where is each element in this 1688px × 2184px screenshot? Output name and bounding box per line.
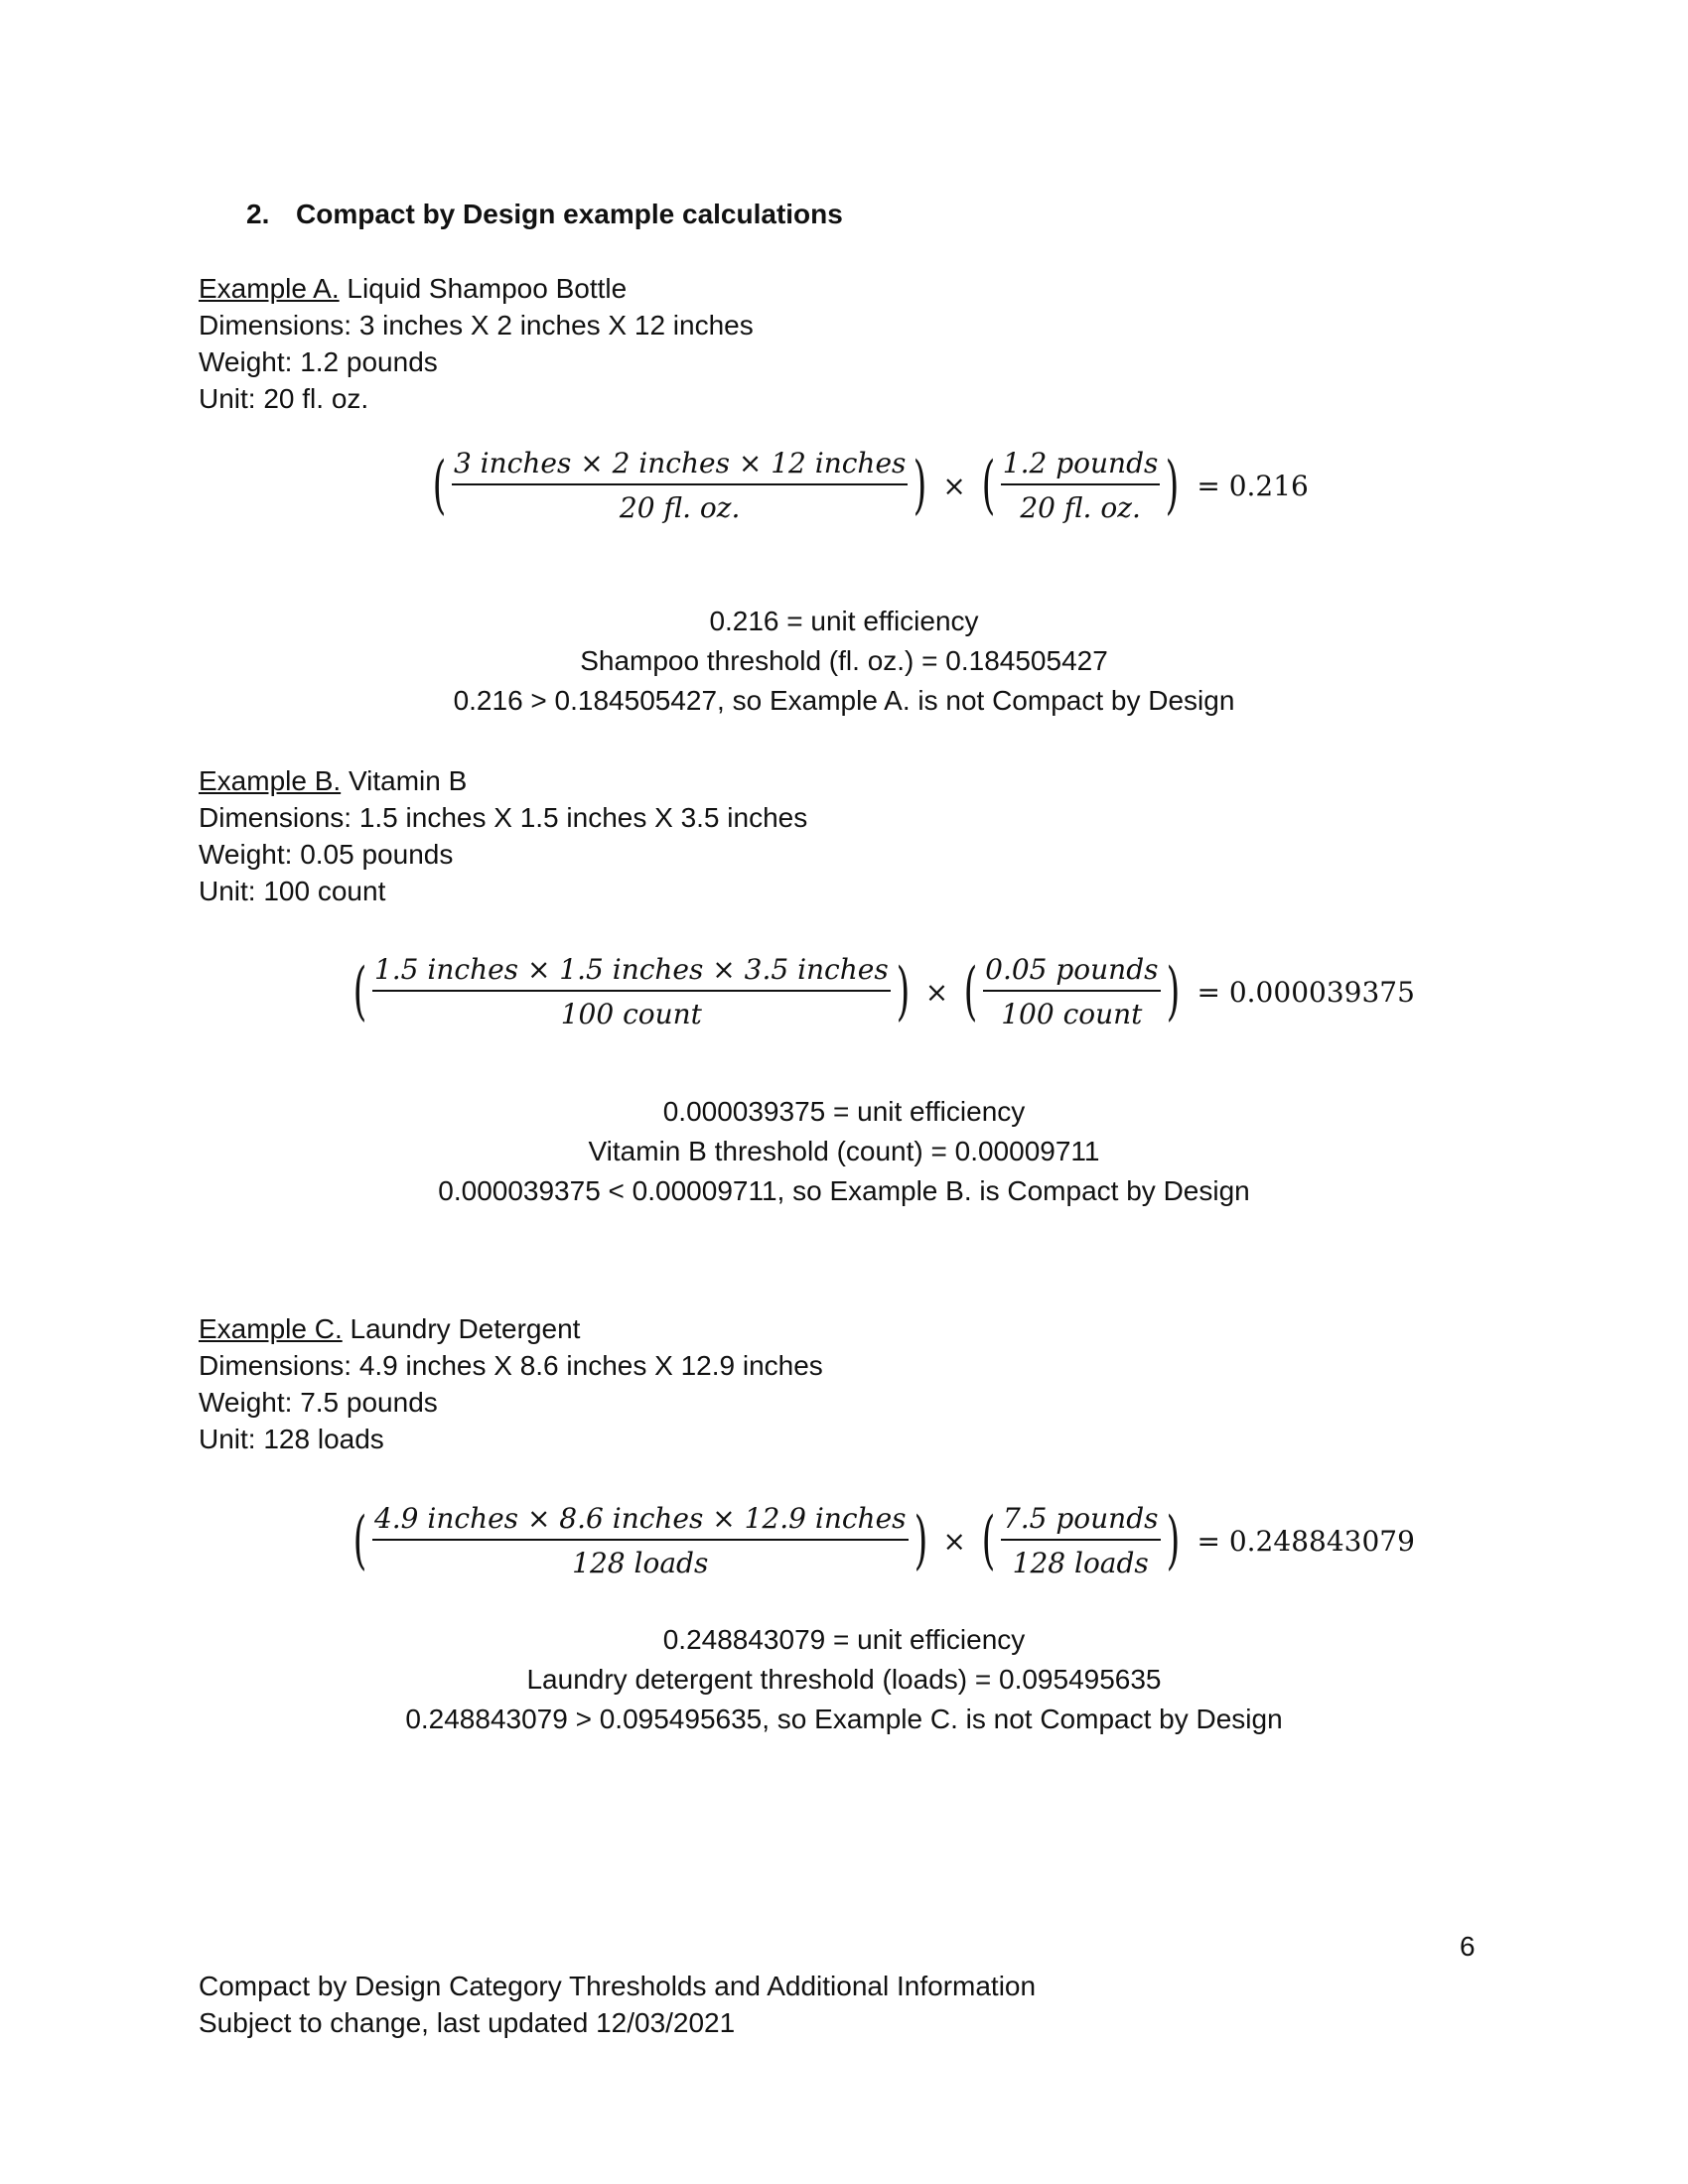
verdict-line: 0.000039375 < 0.00009711, so Example B. is Compact by Design <box>438 1175 1250 1206</box>
verdict-line: 0.216 > 0.184505427, so Example A. is not Compact by Design <box>453 685 1235 716</box>
open-paren: ( <box>352 1504 367 1577</box>
fraction-numerator: 0.05 pounds <box>983 953 1160 992</box>
formula-result: = 0.248843079 <box>1196 1524 1415 1558</box>
times-sign: × <box>942 1524 966 1558</box>
example-a-dimensions: Dimensions: 3 inches X 2 inches X 12 inches <box>199 310 754 341</box>
example-a-label: Example A. <box>199 273 340 304</box>
fraction-numerator: 1.5 inches × 1.5 inches × 3.5 inches <box>372 953 891 992</box>
footer-updated: Subject to change, last updated 12/03/2021 <box>199 2007 736 2038</box>
example-c-formula <box>348 1502 1415 1579</box>
threshold-line: Laundry detergent threshold (loads) = 0.095495635 <box>526 1664 1162 1695</box>
fraction-numerator: 3 inches × 2 inches × 12 inches <box>452 447 908 485</box>
times-sign: × <box>924 975 949 1009</box>
times-sign: × <box>942 469 966 502</box>
example-c-info <box>199 1310 823 1457</box>
fraction-numerator: 1.2 pounds <box>1001 447 1161 485</box>
unit-efficiency-line: 0.216 = unit efficiency <box>709 606 979 636</box>
close-paren: ) <box>914 1504 927 1577</box>
threshold-line: Vitamin B threshold (count) = 0.00009711 <box>588 1136 1100 1166</box>
example-a-weight: Weight: 1.2 pounds <box>199 346 438 377</box>
volume-fraction <box>452 447 908 524</box>
close-paren: ) <box>1166 1504 1180 1577</box>
example-b-weight: Weight: 0.05 pounds <box>199 839 454 870</box>
open-paren: ( <box>981 449 996 522</box>
page-number: 6 <box>1460 1931 1476 1962</box>
close-paren: ) <box>1165 449 1180 522</box>
fraction-numerator: 7.5 pounds <box>1001 1502 1161 1541</box>
volume-fraction <box>372 953 891 1030</box>
example-b-unit: Unit: 100 count <box>199 876 386 906</box>
example-c-name: Laundry Detergent <box>342 1313 581 1344</box>
example-a-name: Liquid Shampoo Bottle <box>339 273 628 304</box>
open-paren: ( <box>352 955 367 1028</box>
close-paren: ) <box>1166 955 1180 1028</box>
fraction-numerator: 4.9 inches × 8.6 inches × 12.9 inches <box>372 1502 909 1541</box>
unit-efficiency-line: 0.000039375 = unit efficiency <box>662 1096 1026 1127</box>
example-b-name: Vitamin B <box>341 765 468 796</box>
close-paren: ) <box>896 955 911 1028</box>
page-footer <box>199 1968 1036 2041</box>
example-b-info <box>199 762 807 909</box>
example-b-dimensions: Dimensions: 1.5 inches X 1.5 inches X 3.5 inches <box>199 802 808 833</box>
threshold-line: Shampoo threshold (fl. oz.) = 0.184505427 <box>580 645 1108 676</box>
close-paren: ) <box>914 449 927 522</box>
verdict-line: 0.248843079 > 0.095495635, so Example C. is not Compact by Design <box>405 1704 1283 1734</box>
footer-title: Compact by Design Category Thresholds and Additional Information <box>199 1971 1037 2001</box>
fraction-denominator: 128 loads <box>1012 1547 1149 1579</box>
section-heading <box>246 199 843 230</box>
example-b-formula <box>348 953 1415 1030</box>
weight-fraction <box>983 953 1160 1030</box>
open-paren: ( <box>963 955 978 1028</box>
example-b-label: Example B. <box>199 765 342 796</box>
example-c-weight: Weight: 7.5 pounds <box>199 1387 438 1418</box>
open-paren: ( <box>432 449 447 522</box>
section-title: Compact by Design example calculations <box>296 199 843 229</box>
example-c-conclusion <box>0 1620 1688 1739</box>
example-a-unit: Unit: 20 fl. oz. <box>199 383 369 414</box>
open-paren: ( <box>981 1504 996 1577</box>
fraction-denominator: 100 count <box>1001 998 1143 1030</box>
weight-fraction <box>1001 447 1161 524</box>
fraction-denominator: 100 count <box>560 998 702 1030</box>
example-c-label: Example C. <box>199 1313 343 1344</box>
unit-efficiency-line: 0.248843079 = unit efficiency <box>662 1624 1026 1655</box>
formula-result: = 0.000039375 <box>1196 975 1415 1009</box>
fraction-denominator: 128 loads <box>572 1547 709 1579</box>
example-a-info <box>199 270 754 417</box>
example-c-unit: Unit: 128 loads <box>199 1424 384 1454</box>
example-b-conclusion <box>0 1092 1688 1211</box>
weight-fraction <box>1001 1502 1161 1579</box>
fraction-denominator: 20 fl. oz. <box>1020 491 1141 524</box>
example-a-formula <box>427 447 1309 524</box>
section-number: 2. <box>246 199 270 229</box>
example-a-conclusion <box>0 602 1688 721</box>
fraction-denominator: 20 fl. oz. <box>619 491 741 524</box>
example-c-dimensions: Dimensions: 4.9 inches X 8.6 inches X 12.9 inches <box>199 1350 823 1381</box>
formula-result: = 0.216 <box>1196 469 1309 502</box>
volume-fraction <box>372 1502 909 1579</box>
